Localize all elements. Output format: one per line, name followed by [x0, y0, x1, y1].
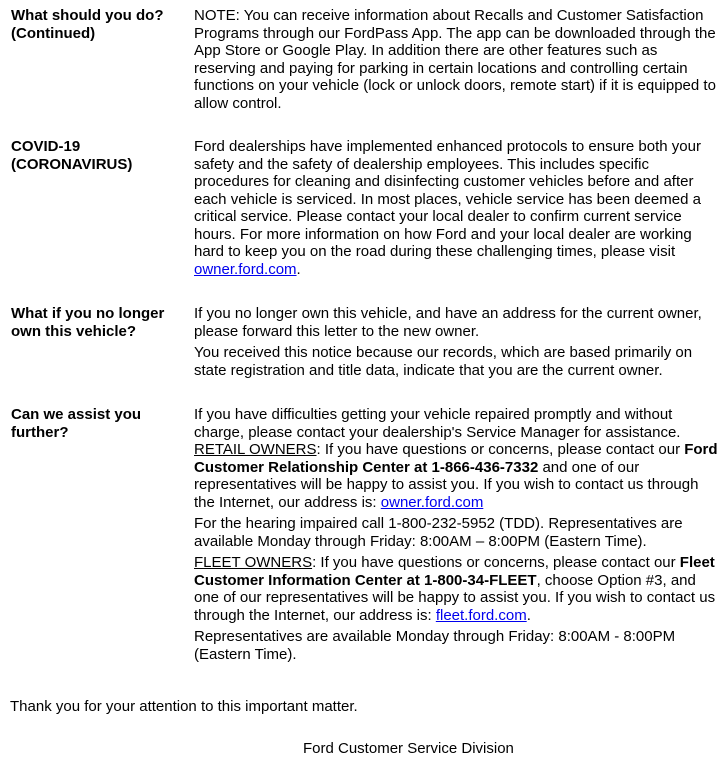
covid-paragraph — [194, 138, 718, 278]
heading-line-1: What if you no longer — [11, 305, 165, 322]
note-paragraph: NOTE: You can receive information about Recalls and Customer Satisfaction Programs through our FordPass App. The app can be downloaded through the App Store or Google Play. In addition there are other features such as reserving and paying for parking in certain locations and controlling certain functions on your vehicle (lock or unlock doors, remote start) if it is equipped to allow control. — [194, 7, 716, 112]
heading-line-2: further? — [11, 423, 69, 441]
notice-reason-paragraph: You received this notice because our records, which are based primarily on state registration and title data, indicate that you are the current owner. — [194, 344, 693, 379]
signature-text: Ford Customer Service Division — [303, 740, 514, 757]
hearing-impaired-paragraph: For the hearing impaired call 1-800-232-5952 (TDD). Representatives are available Monday through Friday: 8:00AM – 8:00PM (Eastern Time). — [194, 515, 683, 550]
heading-line-1: What should you do? — [11, 7, 164, 24]
retail-owner-ford-link[interactable]: owner.ford.com — [380, 493, 484, 511]
fleet-paragraph — [194, 554, 718, 624]
heading-line-2: own this vehicle? — [11, 322, 137, 340]
section-heading — [11, 305, 183, 340]
heading-line-1: COVID-19 — [11, 138, 81, 155]
heading-line-2: (Continued) — [11, 24, 96, 42]
section-body — [194, 305, 718, 379]
hours-paragraph: Representatives are available Monday through Friday: 8:00AM - 8:00PM (Eastern Time). — [194, 628, 676, 663]
closing-text: Thank you for your attention to this important matter. — [10, 698, 358, 715]
fleet-center-phone: Fleet Customer Information Center at 1-800-34-FLEET — [194, 554, 715, 589]
covid-text-end: . — [296, 260, 301, 278]
heading-line-1: Can we assist you — [11, 406, 142, 423]
section-heading — [11, 406, 183, 441]
retail-center-phone: Ford Customer Relationship Center at 1-866-436-7332 — [194, 441, 718, 476]
retail-text-1: : If you have questions or concerns, please contact our — [316, 441, 685, 458]
fleet-ford-link[interactable]: fleet.ford.com — [435, 606, 527, 624]
fleet-owners-label: FLEET OWNERS — [194, 554, 313, 571]
heading-line-2: (CORONAVIRUS) — [11, 155, 133, 173]
forward-letter-paragraph: If you no longer own this vehicle, and have an address for the current owner, please forward this letter to the new owner. — [194, 305, 702, 340]
section-body — [194, 406, 718, 663]
intro-paragraph — [194, 406, 718, 511]
intro-text: If you have difficulties getting your vehicle repaired promptly and without charge, please contact your dealership's Service Manager for assistance. — [194, 406, 681, 441]
retail-text-2: and one of our representatives will be happy to assist you. If you wish to contact us through the Internet, our address is: — [194, 458, 699, 511]
owner-ford-link[interactable]: owner.ford.com — [194, 260, 297, 278]
section-body — [194, 7, 718, 112]
fleet-text-end: . — [526, 606, 531, 624]
section-heading — [11, 7, 183, 42]
fleet-text-2: , choose Option #3, and one of our representatives will be happy to assist you. If you wish to contact us through the Internet, our address is: — [194, 571, 716, 624]
fleet-text-1: : If you have questions or concerns, please contact our — [312, 554, 680, 571]
section-heading — [11, 138, 183, 173]
section-body — [194, 138, 718, 278]
retail-owners-label: RETAIL OWNERS — [194, 441, 317, 458]
covid-text: Ford dealerships have implemented enhanced protocols to ensure both your safety and the safety of dealership employees. This includes specific procedures for cleaning and disinfecting customer vehicles before and after each vehicle is serviced. In most places, vehicle service has been deemed a critical service. Please contact your local dealer to confirm current service hours. For more information on how Ford and your local dealer are working hard to keep you on the road during these challenging times, please visit — [194, 138, 701, 260]
